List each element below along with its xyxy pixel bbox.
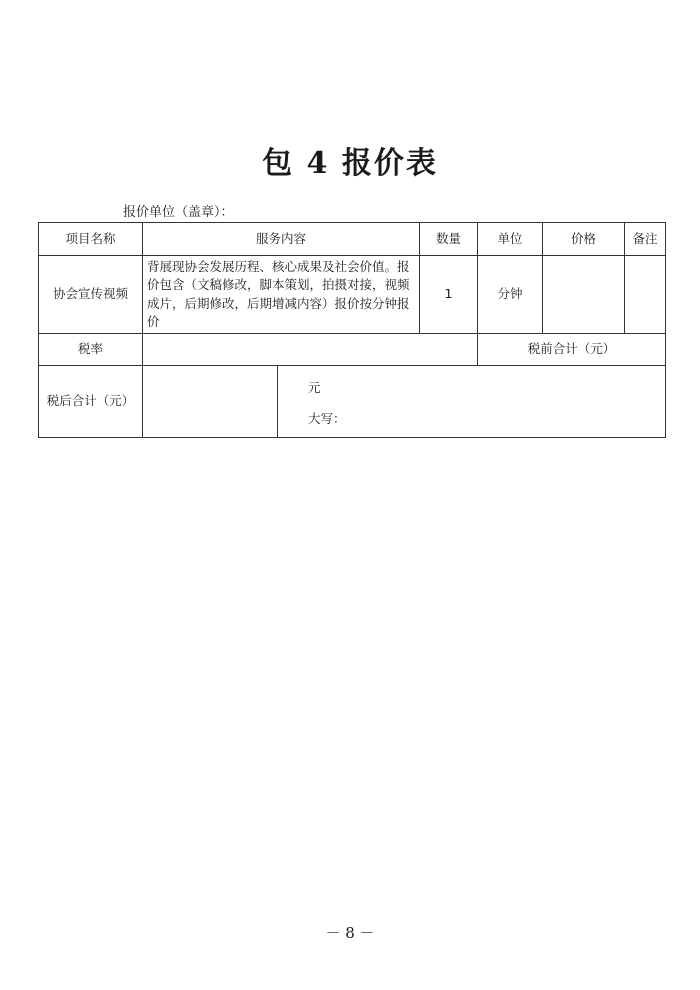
quotation-table <box>38 222 666 438</box>
aftertax-row <box>39 366 666 438</box>
row-item-name: 协会宣传视频 <box>39 256 143 334</box>
page-number: － 8 － <box>325 924 375 942</box>
pretax-total-label: 税前合计（元） <box>478 334 666 366</box>
amount-in-words-cell <box>278 366 666 438</box>
quoting-unit-label: 报价单位（盖章）： <box>123 205 234 220</box>
tax-rate-row <box>39 334 666 366</box>
capital-amount-label: 大写： <box>308 410 346 426</box>
row-service-content: 背展现协会发展历程、核心成果及社会价值。报价包含（文稿修改，脚本策划，拍摄对接，视频成片，后期修改，后期增减内容）报价按分钟报价 <box>143 256 420 334</box>
row-unit: 分钟 <box>478 256 543 334</box>
header-unit: 单位 <box>478 223 543 256</box>
table-header-row <box>39 223 666 256</box>
aftertax-total-label: 税后合计（元） <box>39 366 143 438</box>
row-price[interactable] <box>543 256 625 334</box>
header-remark: 备注 <box>625 223 666 256</box>
aftertax-amount[interactable] <box>143 366 278 438</box>
tax-rate-value[interactable] <box>143 334 478 366</box>
tax-rate-label: 税率 <box>39 334 143 366</box>
header-quantity: 数量 <box>420 223 478 256</box>
yuan-label: 元 <box>308 380 321 395</box>
page-title: 包 4 报价表 <box>262 146 438 181</box>
header-item-name: 项目名称 <box>39 223 143 256</box>
header-service-content: 服务内容 <box>143 223 420 256</box>
table-row <box>39 256 666 334</box>
row-quantity: 1 <box>420 256 478 334</box>
header-price: 价格 <box>543 223 625 256</box>
row-remark[interactable] <box>625 256 666 334</box>
